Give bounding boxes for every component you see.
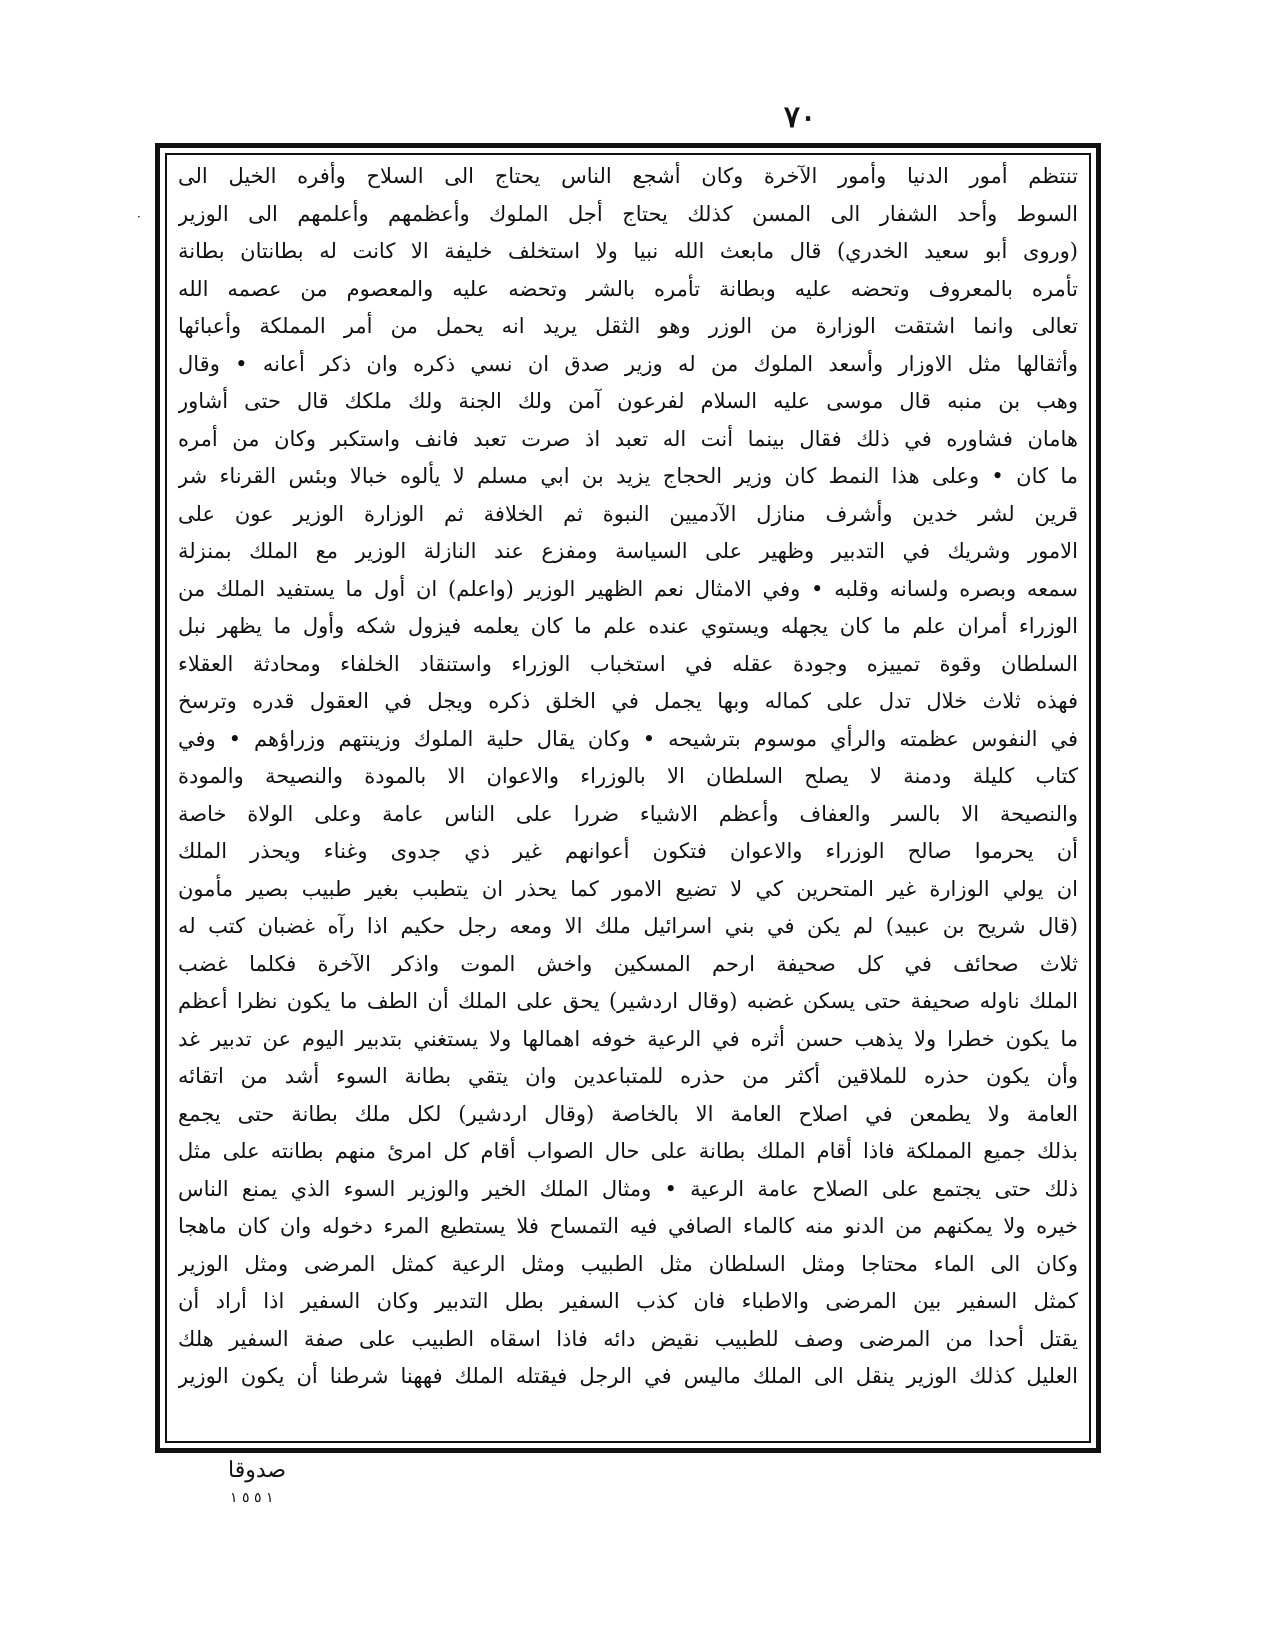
text-line: العامة ولا يطمعن في اصلاح العامة الا بالخاصة (وقال اردشير) لكل ملك بطانة حتى يجمع xyxy=(178,1101,1078,1126)
text-line: تعالى وانما اشتقت الوزارة من الوزر وهو الثقل يريد انه يحمل من أمر المملكة وأعبائها xyxy=(178,314,1078,338)
text-line: وأن يكون حذره للملاقين أكثر من حذره للمتباعدين وان يتقي بطانة السوء أشد من اتقائه xyxy=(178,1064,1078,1088)
text-line: قرين لشر خدين وأشرف منازل الآدميين النبوة ثم الخلافة ثم الوزارة الوزير عون على xyxy=(178,501,1078,526)
text-line: ما يكون خطرا ولا يذهب حسن أثره في الرعية خوفه اهمالها ولا يستغني بتدبير اليوم عن تدبير غد xyxy=(178,1026,1078,1051)
text-line: (وروى أبو سعيد الخدري) قال مابعث الله نبيا ولا استخلف خليفة الا كانت له بطانتان بطانة xyxy=(178,239,1078,263)
margin-mark: · xyxy=(137,210,141,224)
text-line: العليل كذلك الوزير ينقل الى الملك ماليس في الرجل فيقتله الملك فههنا شرطنا أن يكون الوزير xyxy=(178,1364,1078,1388)
text-line: تنتظم أمور الدنيا وأمور الآخرة وكان أشجع الناس يحتاج الى السلاح وأفره الخيل الى xyxy=(178,164,1078,188)
text-line: كتاب كليلة ودمنة لا يصلح السلطان الا بالوزراء والاعوان الا بالمودة والنصيحة والمودة xyxy=(178,764,1078,788)
text-line: أن يحرموا صالح الوزراء والاعوان فتكون أعوانهم غير ذي جدوى وغناء ويحذر الملك xyxy=(178,839,1078,863)
text-line: السوط وأحد الشفار الى المسن كذلك يحتاج أجل الملوك وأعظمهم وأعلمهم الى الوزير xyxy=(178,201,1078,226)
text-line: والنصيحة الا بالسر والعفاف وأعظم الاشياء ضررا على الناس عامة وعلى الولاة خاصة xyxy=(178,801,1078,826)
text-line: يقتل أحدا من المرضى وصف للطبيب نقيض دائه فاذا اسقاه الطبيب على صفة السفير هلك xyxy=(178,1326,1078,1351)
text-line: هامان فشاوره في ذلك فقال بينما أنت اله تعبد اذ صرت تعبد فانف واستكبر وكان من أمره xyxy=(178,426,1078,451)
text-line: السلطان وقوة تمييزه وجودة عقله في استخباب الوزراء واستنقاد الخلفاء ومحادثة العقلاء xyxy=(178,651,1078,676)
text-line: (قال شريح بن عبيد) لم يكن في بني اسرائيل ملك الا ومعه رجل حكيم اذا رآه غضبان كتب له xyxy=(178,914,1078,938)
text-line: سمعه وبصره ولسانه وقلبه • وفي الامثال نعم الظهير الوزير (واعلم) ان أول ما يستفيد الملك من xyxy=(178,576,1078,601)
text-line: الامور وشريك في التدبير وظهير على السياسة ومفزع عند النازلة الوزير مع الملك بمنزلة xyxy=(178,539,1078,563)
body-text xyxy=(178,158,1078,1438)
text-line: تأمره بالمعروف وتحضه عليه وبطانة تأمره بالشر وتحضه عليه والمعصوم من عصمه الله xyxy=(178,276,1078,301)
text-line: بذلك جميع المملكة فاذا أقام الملك بطانة على حال الصواب أقام كل امرئ منهم بطانته على مثل xyxy=(178,1139,1078,1163)
text-line: وأثقالها مثل الاوزار وأسعد الملوك من له وزير صدق ان نسي ذكره وان ذكر أعانه • وقال xyxy=(178,351,1078,376)
text-line: وكان الى الماء محتاجا ومثل السلطان مثل الطبيب ومثل الرعية كمثل المرضى ومثل الوزير xyxy=(178,1251,1078,1276)
text-line: ما كان • وعلى هذا النمط كان وزير الحجاج يزيد بن ابي مسلم لا يألوه خبالا وبئس القرناء شر xyxy=(178,464,1078,488)
text-line: وهب بن منبه قال موسى عليه السلام لفرعون آمن ولك الجنة ولك ملكك قال حتى أشاور xyxy=(178,389,1078,413)
text-line: الملك ناوله صحيفة حتى يسكن غضبه (وقال اردشير) يحق على الملك أن الطف ما يكون نظرا أعظم xyxy=(178,989,1078,1013)
text-line: الوزراء أمران علم ما كان يجهله ويستوي عنده علم ما كان يعلمه فيزول شكه وأول ما يظهر نبل xyxy=(178,614,1078,638)
page-number: ٧٠ xyxy=(783,100,817,135)
text-line: ثلاث صحائف في كل صحيفة ارحم المسكين واخش الموت واذكر الآخرة فكلما غضب xyxy=(178,951,1078,976)
text-line: ذلك حتى يجتمع على الصلاح عامة الرعية • ومثال الملك الخير والوزير السوء الذي يمنع الناس xyxy=(178,1176,1078,1201)
text-line: في النفوس عظمته والرأي موسوم بترشيحه • وكان يقال حلية الملوك وزينتهم وزراؤهم • وفي xyxy=(178,726,1078,751)
text-line: ان يولي الوزارة غير المتحرين كي لا تضيع الامور كما يحذر ان يتطبب بغير طبيب بصير مأمون xyxy=(178,876,1078,901)
catchword: صدوقا xyxy=(228,1458,287,1483)
text-line: خيره ولا يمكنهم من الدنو منه كالماء الصافي فيه التمساح فلا يستطيع المرء دخوله وان كان ماهجا xyxy=(178,1214,1078,1238)
text-line: كمثل السفير بين المرضى والاطباء فان كذب السفير بطل التدبير وكان السفير اذا أراد أن xyxy=(178,1289,1078,1313)
text-line: فهذه ثلاث خلال تدل على كماله وبها يجمل في الخلق ذكره ويجل في العقول قدره وترسخ xyxy=(178,689,1078,713)
signature-mark: ١ ٥ ٥ ١ xyxy=(230,1490,274,1506)
